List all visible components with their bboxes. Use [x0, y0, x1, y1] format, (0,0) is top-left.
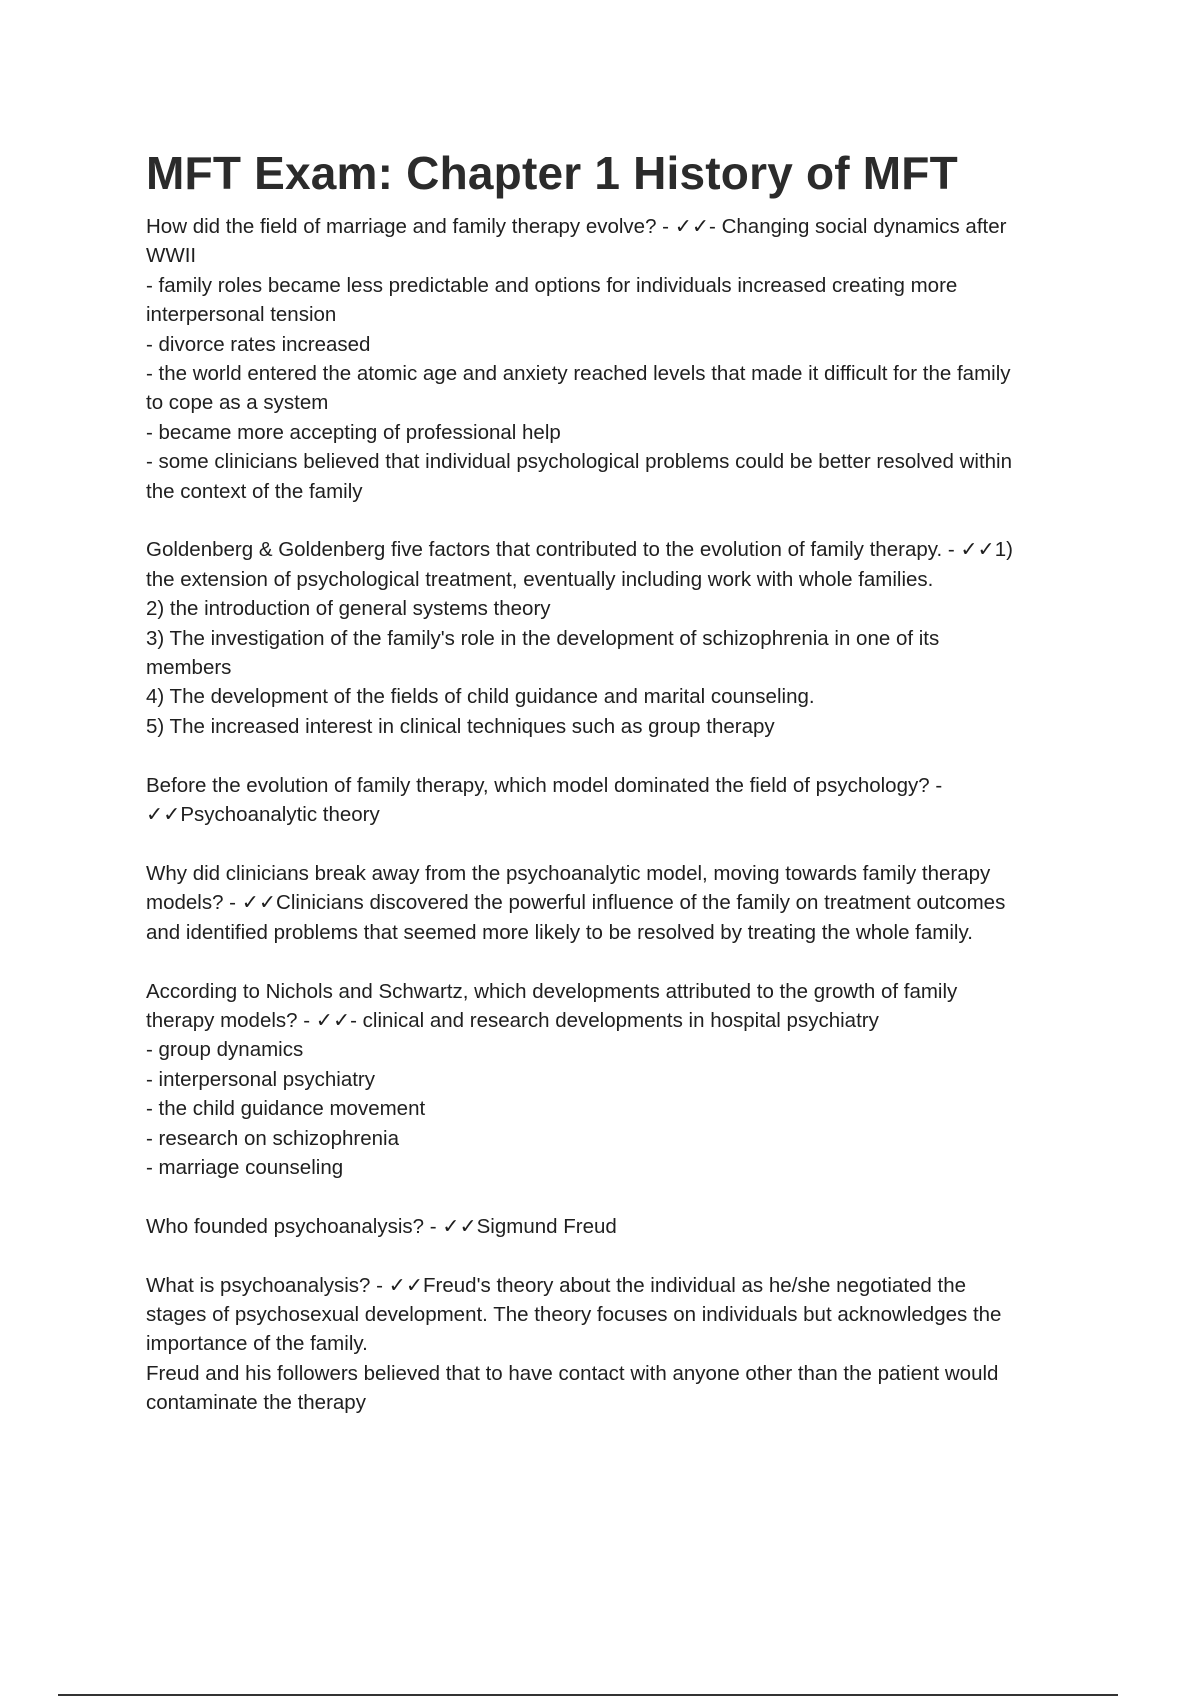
text-line: - group dynamics	[146, 1038, 304, 1062]
text-line: What is psychoanalysis? - ✓✓Freud's theory about the individual as he/she negotiated the	[146, 1273, 967, 1297]
qa-block-field-evolution	[146, 212, 1096, 506]
text-line: the extension of psychological treatment, eventually including work with whole families.	[146, 567, 934, 591]
text-line: - the world entered the atomic age and anxiety reached levels that made it difficult for the family	[146, 362, 1011, 386]
text-line: Goldenberg & Goldenberg five factors that contributed to the evolution of family therapy. - ✓✓1)	[146, 538, 1013, 562]
qa-block-five-factors	[146, 535, 1096, 741]
qa-block-nichols-schwartz	[146, 977, 1096, 1183]
text-line: WWII	[146, 244, 197, 268]
text-line: interpersonal tension	[146, 303, 337, 327]
qa-block-dominant-model	[146, 771, 1096, 830]
text-line: - marriage counseling	[146, 1155, 344, 1179]
text-line: - the child guidance movement	[146, 1097, 426, 1121]
text-line: models? - ✓✓Clinicians discovered the powerful influence of the family on treatment outcomes	[146, 891, 1006, 915]
text-line: members	[146, 656, 232, 680]
text-line: stages of psychosexual development. The theory focuses on individuals but acknowledges the	[146, 1302, 1002, 1326]
text-line: to cope as a system	[146, 391, 329, 415]
text-line: and identified problems that seemed more likely to be resolved by treating the whole family.	[146, 920, 973, 944]
text-line: importance of the family.	[146, 1332, 368, 1356]
text-line: - family roles became less predictable and options for individuals increased creating more	[146, 273, 958, 297]
text-line: the context of the family	[146, 479, 363, 503]
text-line: Who founded psychoanalysis? - ✓✓Sigmund Freud	[146, 1214, 617, 1238]
text-line: ✓✓Psychoanalytic theory	[146, 803, 380, 827]
text-line: 4) The development of the fields of child guidance and marital counseling.	[146, 685, 815, 709]
text-line: Why did clinicians break away from the psychoanalytic model, moving towards family therapy	[146, 861, 991, 885]
qa-block-break-away	[146, 859, 1096, 947]
qa-block-founder	[146, 1212, 1096, 1241]
text-line: 2) the introduction of general systems theory	[146, 597, 551, 621]
text-line: 5) The increased interest in clinical techniques such as group therapy	[146, 714, 775, 738]
text-line: - interpersonal psychiatry	[146, 1067, 376, 1091]
document-body	[146, 212, 1096, 1447]
text-line: 3) The investigation of the family's role in the development of schizophrenia in one of its	[146, 626, 940, 650]
page-title: MFT Exam: Chapter 1 History of MFT	[146, 147, 958, 199]
text-line: According to Nichols and Schwartz, which developments attributed to the growth of family	[146, 979, 958, 1003]
qa-block-what-is-psychoanalysis	[146, 1271, 1096, 1418]
text-line: therapy models? - ✓✓- clinical and research developments in hospital psychiatry	[146, 1008, 879, 1032]
text-line: - became more accepting of professional help	[146, 420, 561, 444]
text-line: How did the field of marriage and family therapy evolve? - ✓✓- Changing social dynamics after	[146, 215, 1007, 238]
text-line: - research on schizophrenia	[146, 1126, 399, 1150]
text-line: - divorce rates increased	[146, 332, 371, 356]
text-line: Freud and his followers believed that to have contact with anyone other than the patient would	[146, 1361, 999, 1385]
text-line: Before the evolution of family therapy, which model dominated the field of psychology? -	[146, 773, 943, 797]
footer-divider	[58, 1694, 1118, 1696]
text-line: contaminate the therapy	[146, 1391, 366, 1415]
text-line: - some clinicians believed that individual psychological problems could be better resolved within	[146, 450, 1013, 474]
